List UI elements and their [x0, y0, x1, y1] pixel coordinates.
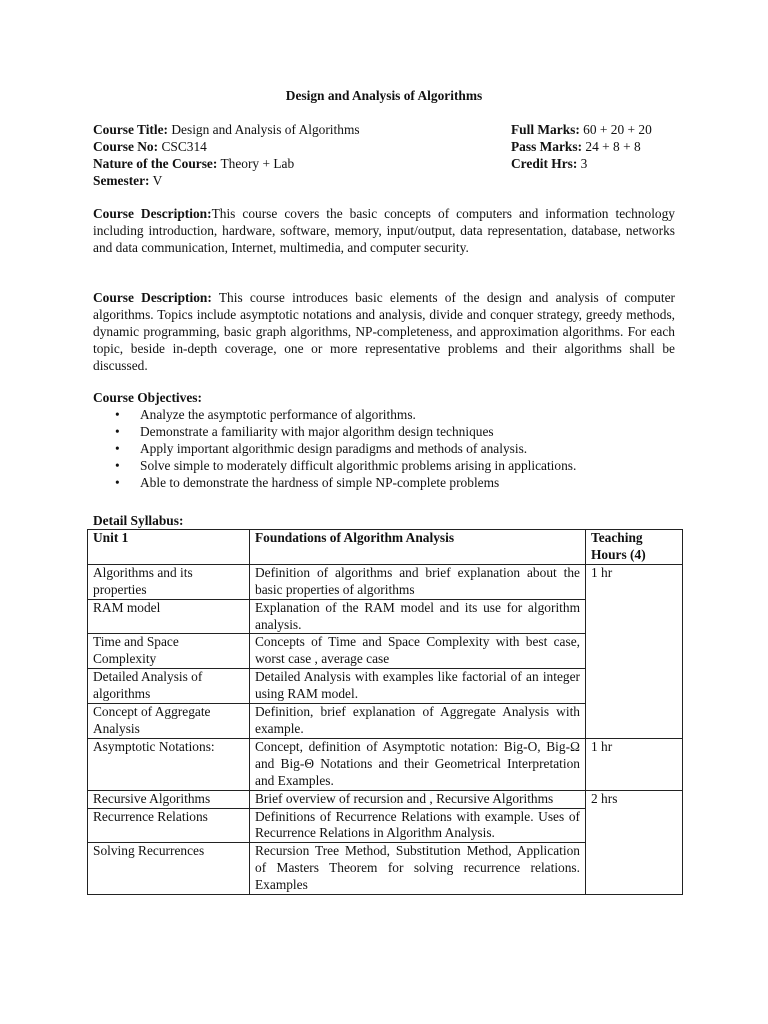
row-topic: Algorithms and its properties	[88, 564, 250, 599]
pass-marks-label: Pass Marks:	[511, 138, 583, 154]
row-description: Brief overview of recursion and , Recursive Algorithms	[250, 790, 586, 808]
row-description: Concept, definition of Asymptotic notation: Big-O, Big-Ω and Big-Θ Notations and their Geometrical Interpretation and Examples.	[250, 738, 586, 790]
course-meta-right	[511, 122, 652, 173]
credit-hours-line	[511, 156, 652, 173]
syllabus-heading: Detail Syllabus:	[93, 513, 184, 528]
row-topic: Recursive Algorithms	[88, 790, 250, 808]
credit-hours-label: Credit Hrs:	[511, 155, 578, 171]
course-description-2-label: Course Description:	[93, 290, 212, 305]
row-topic: Recurrence Relations	[88, 808, 250, 843]
objective-text: Demonstrate a familiarity with major algorithm design techniques	[140, 423, 494, 439]
nature-label: Nature of the Course:	[93, 155, 218, 171]
row-topic: Asymptotic Notations:	[88, 738, 250, 790]
pass-marks-line	[511, 139, 652, 156]
course-description-1-label: Course Description:	[93, 206, 212, 221]
course-description-2-text: This course introduces basic elements of the design and analysis of computer algorithms. Topics include asymptotic notations and analysis, divide and conquer strategy, greedy methods, dynamic programming, basic graph algorithms, NP-completeness, and approximation algorithms. For each topic, beside in-depth coverage, one or more representative problems and their algorithms shall be discussed.	[93, 290, 676, 373]
row-description: Explanation of the RAM model and its use for algorithm analysis.	[250, 599, 586, 634]
bullet-icon: •	[115, 407, 120, 422]
bullet-icon: •	[115, 457, 120, 473]
objective-item	[115, 424, 576, 441]
row-topic: Solving Recurrences	[88, 843, 250, 895]
objective-text: Solve simple to moderately difficult algorithmic problems arising in applications.	[140, 457, 577, 473]
table-row	[88, 738, 683, 790]
course-no-line	[93, 139, 360, 156]
row-hours: 1 hr	[586, 564, 683, 738]
objective-item	[115, 407, 576, 424]
table-header-row	[88, 530, 683, 565]
row-description: Definitions of Recurrence Relations with example. Uses of Recurrence Relations in Algorithm Analysis.	[250, 808, 586, 843]
document-title: Design and Analysis of Algorithms	[285, 88, 483, 103]
row-hours: 1 hr	[586, 738, 683, 790]
row-topic: Detailed Analysis of algorithms	[88, 669, 250, 704]
course-description-1	[93, 206, 675, 257]
row-description: Definition of algorithms and brief explanation about the basic properties of algorithms	[250, 564, 586, 599]
pass-marks-value: 24 + 8 + 8	[582, 138, 641, 154]
objective-item	[115, 475, 576, 492]
objectives-heading: Course Objectives:	[93, 390, 202, 405]
semester-label: Semester:	[93, 172, 150, 188]
objective-text: Able to demonstrate the hardness of simple NP-complete problems	[140, 474, 500, 490]
course-description-2	[93, 290, 675, 375]
objective-text: Analyze the asymptotic performance of algorithms.	[140, 407, 416, 422]
row-topic: RAM model	[88, 599, 250, 634]
hours-header: Teaching Hours (4)	[586, 530, 683, 565]
topic-header: Foundations of Algorithm Analysis	[250, 530, 586, 565]
objectives-list	[115, 407, 576, 492]
syllabus-table	[87, 529, 683, 895]
course-description-1-text: This course covers the basic concepts of computers and information technology including introduction, hardware, software, memory, input/output, data representation, database, networks and data communication, Internet, multimedia, and computer security.	[93, 206, 675, 255]
row-description: Concepts of Time and Space Complexity with best case, worst case , average case	[250, 634, 586, 669]
table-row	[88, 790, 683, 808]
semester-value: V	[149, 172, 163, 188]
credit-hours-value: 3	[577, 155, 588, 171]
row-topic: Time and Space Complexity	[88, 634, 250, 669]
course-title-line	[93, 122, 360, 139]
row-description: Recursion Tree Method, Substitution Method, Application of Masters Theorem for solving recurrence relations. Examples	[250, 843, 586, 895]
objective-item	[115, 441, 576, 458]
course-title-label: Course Title:	[93, 122, 169, 137]
bullet-icon: •	[115, 423, 120, 439]
semester-line	[93, 173, 360, 190]
row-topic: Concept of Aggregate Analysis	[88, 704, 250, 739]
nature-value: Theory + Lab	[217, 155, 295, 171]
bullet-icon: •	[115, 440, 120, 456]
table-row	[88, 564, 683, 599]
full-marks-value: 60 + 20 + 20	[579, 122, 652, 137]
objective-item	[115, 458, 576, 475]
course-title-value: Design and Analysis of Algorithms	[168, 122, 360, 137]
row-description: Detailed Analysis with examples like factorial of an integer using RAM model.	[250, 669, 586, 704]
unit-header: Unit 1	[88, 530, 250, 565]
nature-line	[93, 156, 360, 173]
row-hours: 2 hrs	[586, 790, 683, 894]
full-marks-line	[511, 122, 652, 139]
course-meta-left	[93, 122, 360, 190]
course-no-value: CSC314	[158, 138, 207, 154]
objective-text: Apply important algorithmic design paradigms and methods of analysis.	[140, 440, 528, 456]
bullet-icon: •	[115, 474, 120, 490]
course-no-label: Course No:	[93, 138, 159, 154]
row-description: Definition, brief explanation of Aggregate Analysis with example.	[250, 704, 586, 739]
full-marks-label: Full Marks:	[511, 122, 580, 137]
